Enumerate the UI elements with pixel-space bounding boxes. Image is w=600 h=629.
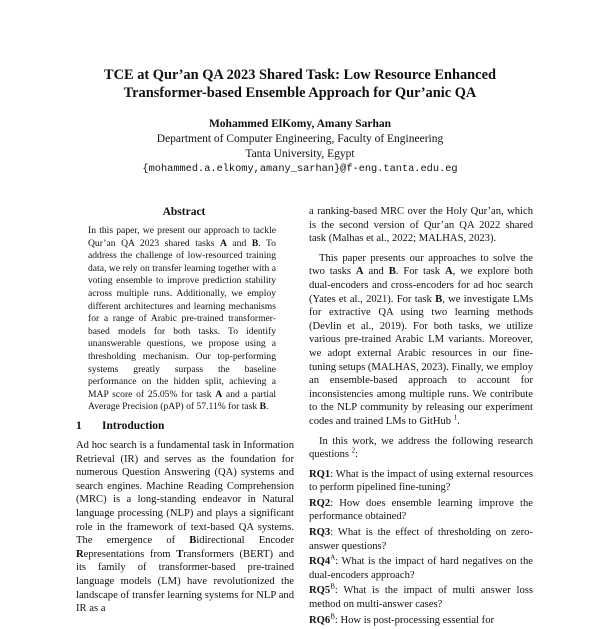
abstract-bold: A bbox=[219, 237, 227, 249]
rq-text: : What is the impact of using external resources to perform pipelined fine-tuning? bbox=[309, 468, 533, 494]
rq-label: RQ3 bbox=[309, 527, 331, 539]
research-question bbox=[309, 555, 533, 582]
para-text: . For task bbox=[395, 266, 445, 278]
abstract-text: In this paper, we present our approach to tackle Qur’an QA 2023 shared tasks bbox=[88, 225, 276, 249]
rq-text: : What is the impact of multi answer loss method on multi-answer cases? bbox=[309, 585, 533, 611]
section-number: 1 bbox=[76, 420, 82, 432]
rq-task-marker: A bbox=[330, 553, 336, 562]
intro-bold: T bbox=[176, 548, 184, 560]
intro-text: Ad hoc search is a fundamental task in Information Retrieval (IR) and serves as the foundation for numerous Question Answering (QA) systems and search engines. Machine Reading Comprehension (MRC) is a long-standing endeavor in Natural language processing (NLP) and plays a significant role in the framework of text-based QA systems. The emergence of bbox=[76, 440, 294, 547]
footnote-marker[interactable]: 2 bbox=[351, 446, 356, 455]
right-paragraph-1: a ranking-based MRC over the Holy Qur’an, which is the second version of Qur’an QA 2022 shared task (Malhas et al., 2022; MALHAS, 2023). bbox=[309, 206, 533, 245]
rq-task-marker: B bbox=[330, 582, 335, 591]
intro-text: ransformers (BERT) and its family of transformer-based pre-trained language models (LM) have revolutionized the landscape of transfer learning systems for NLP and IR as a bbox=[76, 548, 294, 615]
para-text: In this work, we address the following research questions bbox=[309, 435, 533, 461]
para-bold: A bbox=[445, 266, 453, 278]
abstract-bold: B bbox=[259, 401, 266, 413]
rq-text: : How is post-processing essential for bbox=[334, 614, 495, 626]
rq-label: RQ1 bbox=[309, 468, 331, 480]
right-column bbox=[309, 205, 533, 629]
title-line-1: TCE at Qur’an QA 2023 Shared Task: Low Resource Enhanced bbox=[104, 67, 496, 83]
rq-label: RQ6 bbox=[309, 614, 331, 626]
para-text: . bbox=[457, 415, 460, 427]
author-block bbox=[40, 117, 560, 177]
title-line-2: Transformer-based Ensemble Approach for Qur’anic QA bbox=[123, 85, 477, 101]
intro-bold: B bbox=[189, 535, 197, 547]
abstract-heading: Abstract bbox=[162, 206, 206, 218]
footnote-marker[interactable]: 1 bbox=[453, 413, 458, 422]
author-department: Department of Computer Engineering, Faculty of Engineering bbox=[156, 133, 444, 145]
intro-bold: R bbox=[76, 548, 84, 560]
para-text: , we investigate LMs for extractive QA using two learning methods (Devlin et al., 2019). For both tasks, we utilize various pre-trained Arabic LM variants. Moreover, we adopt external Arabic resources in our fine-tuning setups (MALHAS, 2023). Finally, we employ an ensemble-based approach to account for inconsistencies among multiple runs. We contribute to the NLP community by releasing our experiment codes and trained LMs to GitHub bbox=[309, 293, 533, 427]
para-text: and bbox=[363, 266, 389, 278]
para-text: This paper presents our approaches to solve the two tasks bbox=[309, 252, 533, 278]
para-bold: B bbox=[388, 266, 396, 278]
rq-text: : What is the impact of hard negatives on the dual-encoders approach? bbox=[309, 556, 533, 581]
abstract-text: and a partial Average Precision (pAP) of 57.11% for task bbox=[88, 388, 277, 413]
rq-label: RQ4 bbox=[309, 556, 331, 568]
introduction-body bbox=[76, 439, 294, 616]
author-names: Mohammed ElKomy, Amany Sarhan bbox=[208, 118, 392, 130]
rq-text: : How does ensemble learning improve the performance obtained? bbox=[309, 497, 533, 523]
rq-text: : What is the effect of thresholding on zero-answer questions? bbox=[309, 527, 533, 552]
research-question bbox=[309, 468, 533, 495]
para-text: : bbox=[355, 449, 359, 461]
intro-text: idirectional Encoder bbox=[196, 535, 294, 547]
paper-title bbox=[40, 66, 560, 102]
abstract-text: . To address the challenge of low-resourced training data, we rely on transfer learning together with a voting ensemble to improve prediction stability across multiple runs. Additionally, we employ different architectures and learning mechanisms for a range of Arabic pre-trained transformer-based models for both tasks. To identify unanswerable questions, we propose using a thresholding mechanism. Our top-performing systems greatly surpass the baseline performance on the hidden split, achieving a MAP score of 25.05% for task bbox=[88, 237, 276, 400]
intro-text: epresentations from bbox=[83, 548, 177, 560]
abstract-text: and bbox=[226, 237, 252, 249]
rq-task-marker: B bbox=[330, 612, 335, 621]
research-question bbox=[309, 614, 533, 628]
abstract-body bbox=[88, 225, 276, 414]
section-title: Introduction bbox=[102, 420, 165, 432]
para-bold: A bbox=[355, 266, 364, 278]
para-text: , we explore both dual-encoders and cross-encoders for ad hoc search (Yates et al., 2021). For task bbox=[309, 266, 534, 305]
rq-label: RQ2 bbox=[309, 497, 331, 509]
right-paragraph-3 bbox=[309, 435, 533, 462]
para-bold: B bbox=[435, 293, 443, 305]
research-question bbox=[309, 526, 533, 553]
section-heading-introduction bbox=[76, 420, 164, 432]
author-university: Tanta University, Egypt bbox=[245, 148, 355, 160]
abstract-bold: B bbox=[251, 237, 259, 249]
rq-label: RQ5 bbox=[309, 585, 331, 597]
right-paragraph-2 bbox=[309, 252, 533, 429]
research-question bbox=[309, 497, 533, 524]
author-email: {mohammed.a.elkomy,amany_sarhan}@f-eng.tanta.edu.eg bbox=[142, 163, 458, 175]
research-question bbox=[309, 584, 533, 611]
abstract-text: . bbox=[265, 401, 269, 413]
abstract-bold: A bbox=[215, 388, 223, 400]
